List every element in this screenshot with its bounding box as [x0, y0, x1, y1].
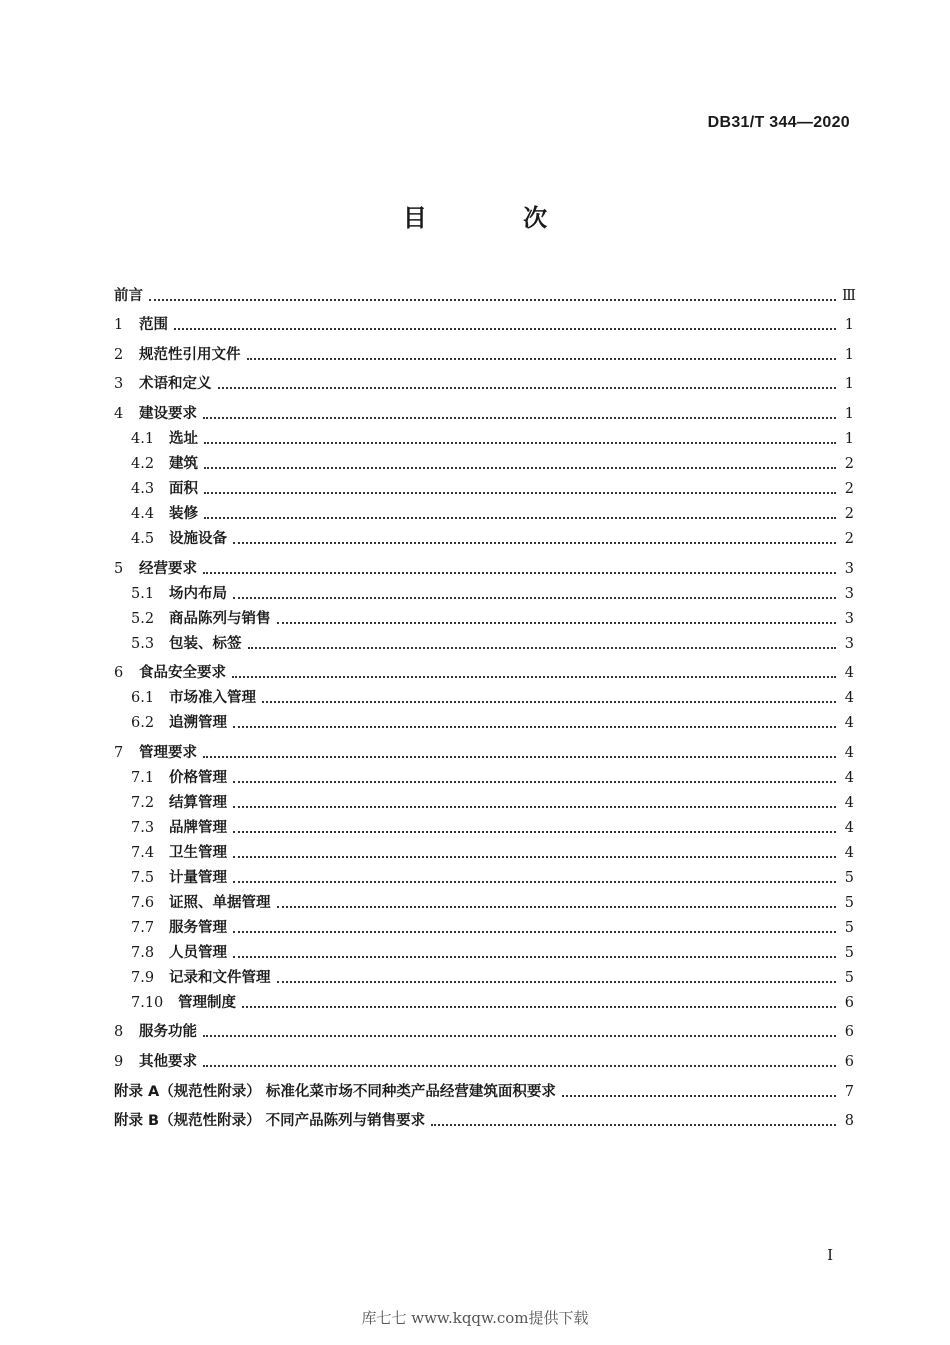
toc-dot-leader [233, 856, 836, 858]
toc-entry-page: 1 [844, 430, 854, 447]
toc-dot-leader [204, 442, 836, 444]
toc-entry-title: 装修 [169, 505, 198, 522]
toc-entry-title: 术语和定义 [139, 376, 212, 393]
toc-entry-number: 5.1 [131, 585, 155, 602]
toc-entry-number: 7.2 [131, 794, 155, 811]
toc-entry-number: 7.9 [131, 969, 155, 986]
toc-entry-title: 人员管理 [169, 944, 227, 961]
toc-entry-page: 4 [844, 665, 854, 682]
toc-entry[interactable] [114, 838, 854, 863]
toc-entry[interactable] [114, 579, 854, 604]
toc-entry-title: 前言 [114, 287, 143, 304]
toc-entry[interactable] [114, 335, 854, 365]
toc-entry-number: 5 [114, 560, 124, 577]
toc-dot-leader [149, 299, 836, 301]
toc-entry[interactable] [114, 474, 854, 499]
toc-entry-title: 选址 [169, 430, 198, 447]
toc-entry-page: 4 [844, 794, 854, 811]
toc-entry-page: 2 [844, 505, 854, 522]
toc-entry-title: 商品陈列与销售 [169, 610, 271, 627]
toc-entry-page: 7 [844, 1083, 854, 1100]
toc-entry-page: 4 [844, 819, 854, 836]
toc-dot-leader [203, 1065, 836, 1067]
toc-entry-page: 1 [844, 317, 854, 334]
toc-entry-number: 4.2 [131, 455, 155, 472]
toc-entry-title: 证照、单据管理 [169, 894, 271, 911]
toc-dot-leader [431, 1124, 836, 1126]
toc-dot-leader [233, 781, 836, 783]
toc-entry-page: 5 [844, 869, 854, 886]
page-title: 目 次 [402, 204, 592, 232]
toc-entry[interactable] [114, 365, 854, 395]
toc-entry-page: 6 [844, 994, 854, 1011]
toc-entry-page: 3 [844, 635, 854, 652]
toc-entry-title: 食品安全要求 [139, 665, 226, 682]
toc-entry[interactable] [114, 733, 854, 763]
toc-entry-number: 2 [114, 346, 124, 363]
toc-entry-page: 4 [844, 769, 854, 786]
toc-entry[interactable] [114, 394, 854, 424]
toc-entry-number: 1 [114, 317, 124, 334]
toc-entry-page: Ⅲ [842, 287, 856, 304]
toc-entry-page: 5 [844, 894, 854, 911]
toc-entry-page: 5 [844, 919, 854, 936]
toc-entry-page: 3 [844, 585, 854, 602]
toc-entry[interactable] [114, 708, 854, 733]
toc-dot-leader [232, 676, 836, 678]
toc-entry-number: 3 [114, 376, 124, 393]
toc-entry-page: 4 [844, 690, 854, 707]
toc-entry-page: 5 [844, 969, 854, 986]
toc-entry-title: 价格管理 [169, 769, 227, 786]
toc-entry-number: 4 [114, 405, 124, 422]
toc-entry[interactable] [114, 913, 854, 938]
toc-entry-title: 服务功能 [139, 1024, 197, 1041]
toc-dot-leader [233, 806, 836, 808]
toc-dot-leader [204, 492, 836, 494]
toc-entry[interactable] [114, 449, 854, 474]
toc-entry-number: 9 [114, 1053, 124, 1070]
toc-entry-number: 7.3 [131, 819, 155, 836]
toc-entry[interactable] [114, 1072, 854, 1102]
toc-entry-title: 品牌管理 [169, 819, 227, 836]
toc-entry[interactable] [114, 963, 854, 988]
table-of-contents [114, 276, 854, 1131]
toc-entry[interactable] [114, 1013, 854, 1043]
toc-dot-leader [233, 881, 836, 883]
document-code: DB31/T 344—2020 [707, 114, 850, 131]
toc-dot-leader [203, 756, 836, 758]
toc-dot-leader [277, 981, 837, 983]
toc-entry-page: 1 [844, 346, 854, 363]
toc-dot-leader [562, 1095, 836, 1097]
toc-entry[interactable] [114, 988, 854, 1013]
toc-entry-number: 6.1 [131, 690, 155, 707]
toc-entry-title: 追溯管理 [169, 715, 227, 732]
toc-dot-leader [203, 572, 836, 574]
toc-entry-title: 附录 B（规范性附录） 不同产品陈列与销售要求 [114, 1113, 426, 1130]
toc-entry-title: 管理要求 [139, 744, 197, 761]
toc-entry-page: 1 [844, 405, 854, 422]
toc-dot-leader [248, 647, 837, 649]
toc-entry-number: 4.5 [131, 530, 155, 547]
toc-entry-page: 3 [844, 610, 854, 627]
toc-entry[interactable] [114, 499, 854, 524]
page-number: I [827, 1246, 833, 1264]
toc-dot-leader [233, 726, 836, 728]
toc-entry[interactable] [114, 938, 854, 963]
toc-entry[interactable] [114, 813, 854, 838]
toc-entry-title: 计量管理 [169, 869, 227, 886]
toc-entry-page: 5 [844, 944, 854, 961]
toc-entry[interactable] [114, 788, 854, 813]
toc-entry[interactable] [114, 888, 854, 913]
toc-dot-leader [277, 906, 837, 908]
toc-entry-page: 4 [844, 744, 854, 761]
toc-entry-title: 服务管理 [169, 919, 227, 936]
toc-entry[interactable] [114, 863, 854, 888]
toc-entry-title: 设施设备 [169, 530, 227, 547]
toc-entry-number: 7.4 [131, 844, 155, 861]
toc-entry-title: 附录 A（规范性附录） 标准化菜市场不同种类产品经营建筑面积要求 [114, 1083, 556, 1100]
toc-entry-title: 包装、标签 [169, 635, 242, 652]
toc-entry-page: 6 [844, 1024, 854, 1041]
toc-entry-number: 7.7 [131, 919, 155, 936]
toc-entry-page: 1 [844, 376, 854, 393]
toc-entry-page: 8 [844, 1113, 854, 1130]
toc-entry-number: 4.3 [131, 480, 155, 497]
toc-entry-page: 3 [844, 560, 854, 577]
toc-entry-number: 7 [114, 744, 124, 761]
toc-entry-number: 7.6 [131, 894, 155, 911]
toc-entry-number: 4.4 [131, 505, 155, 522]
toc-dot-leader [242, 1006, 836, 1008]
toc-dot-leader [233, 597, 836, 599]
toc-dot-leader [204, 517, 836, 519]
toc-entry-page: 2 [844, 455, 854, 472]
toc-dot-leader [218, 387, 837, 389]
toc-entry-page: 2 [844, 480, 854, 497]
toc-dot-leader [233, 831, 836, 833]
toc-entry-page: 6 [844, 1053, 854, 1070]
toc-dot-leader [262, 701, 836, 703]
toc-entry-title: 建筑 [169, 455, 198, 472]
toc-entry-title: 建设要求 [139, 405, 197, 422]
toc-entry-title: 其他要求 [139, 1053, 197, 1070]
toc-entry-number: 4.1 [131, 430, 155, 447]
toc-entry-title: 市场准入管理 [169, 690, 256, 707]
toc-entry-title: 记录和文件管理 [169, 969, 271, 986]
toc-dot-leader [233, 931, 836, 933]
toc-entry[interactable] [114, 549, 854, 579]
toc-entry[interactable] [114, 1102, 854, 1132]
toc-entry-page: 4 [844, 715, 854, 732]
toc-entry-title: 面积 [169, 480, 198, 497]
toc-entry-title: 场内布局 [169, 585, 227, 602]
toc-entry[interactable] [114, 654, 854, 684]
toc-entry-number: 7.8 [131, 944, 155, 961]
toc-entry[interactable] [114, 306, 854, 336]
toc-entry[interactable] [114, 604, 854, 629]
toc-entry-page: 4 [844, 844, 854, 861]
toc-entry-number: 5.3 [131, 635, 155, 652]
toc-entry-number: 7.10 [131, 994, 164, 1011]
toc-dot-leader [203, 1035, 836, 1037]
toc-dot-leader [247, 358, 837, 360]
toc-entry[interactable] [114, 276, 854, 306]
toc-entry[interactable] [114, 763, 854, 788]
toc-entry-title: 经营要求 [139, 560, 197, 577]
footer-watermark: 库七七 www.kqqw.com提供下载 [361, 1309, 589, 1327]
toc-entry-number: 6 [114, 665, 124, 682]
toc-entry[interactable] [114, 1042, 854, 1072]
toc-dot-leader [233, 956, 836, 958]
toc-entry[interactable] [114, 629, 854, 654]
toc-dot-leader [277, 622, 837, 624]
toc-entry-number: 7.5 [131, 869, 155, 886]
toc-entry-number: 6.2 [131, 715, 155, 732]
toc-entry-title: 规范性引用文件 [139, 346, 241, 363]
toc-dot-leader [204, 467, 836, 469]
toc-entry-number: 7.1 [131, 769, 155, 786]
toc-entry-number: 8 [114, 1024, 124, 1041]
toc-entry[interactable] [114, 524, 854, 549]
toc-entry-page: 2 [844, 530, 854, 547]
toc-entry[interactable] [114, 424, 854, 449]
toc-entry-number: 5.2 [131, 610, 155, 627]
toc-dot-leader [203, 417, 836, 419]
toc-entry-title: 卫生管理 [169, 844, 227, 861]
toc-entry[interactable] [114, 683, 854, 708]
toc-dot-leader [174, 328, 836, 330]
toc-entry-title: 结算管理 [169, 794, 227, 811]
toc-dot-leader [233, 542, 836, 544]
toc-entry-title: 范围 [139, 317, 168, 334]
toc-entry-title: 管理制度 [178, 994, 236, 1011]
